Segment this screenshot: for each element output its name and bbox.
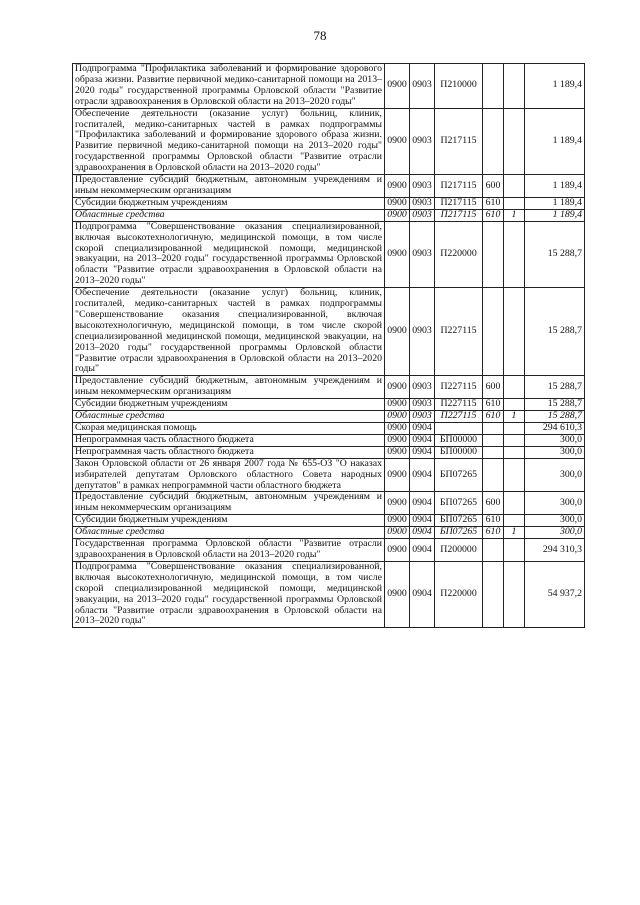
row-funding-source [504, 458, 525, 492]
row-funding-source [504, 423, 525, 435]
row-expense-type: 600 [483, 175, 504, 198]
row-section-code: 0904 [410, 561, 435, 627]
row-description: Государственная программа Орловской области "Развитие отрасли здравоохранения в Орловской области на 2013–2020 годы" [73, 539, 385, 562]
row-description: Областные средства [73, 411, 385, 423]
row-description: Областные средства [73, 209, 385, 221]
row-description: Субсидии бюджетным учреждениям [73, 197, 385, 209]
row-funding-source [504, 434, 525, 446]
row-department-code: 0900 [385, 527, 410, 539]
row-amount: 300,0 [525, 527, 585, 539]
row-expense-type [483, 288, 504, 376]
table-row [73, 527, 585, 539]
row-funding-source [504, 221, 525, 287]
row-department-code: 0900 [385, 175, 410, 198]
row-amount: 294 610,3 [525, 423, 585, 435]
table-row [73, 288, 585, 376]
row-section-code: 0904 [410, 515, 435, 527]
row-funding-source [504, 376, 525, 399]
row-target-article: П227115 [435, 411, 483, 423]
row-description: Подпрограмма "Профилактика заболеваний и формирование здорового образа жизни. Развитие первичной медико-санитарной помощи на 2013–2020 годы" государственной программы Орловской области "Развитие отрасли здравоохранения в Орловской области на 2013–2020 годы" [73, 64, 385, 109]
row-funding-source [504, 561, 525, 627]
row-amount: 15 288,7 [525, 288, 585, 376]
row-description: Непрограммная часть областного бюджета [73, 434, 385, 446]
row-department-code: 0900 [385, 561, 410, 627]
row-target-article: П217115 [435, 175, 483, 198]
row-target-article: П220000 [435, 561, 483, 627]
row-amount: 15 288,7 [525, 376, 585, 399]
row-description: Областные средства [73, 527, 385, 539]
row-expense-type: 610 [483, 515, 504, 527]
row-funding-source [504, 399, 525, 411]
table-row [73, 434, 585, 446]
row-funding-source: 1 [504, 209, 525, 221]
row-description: Субсидии бюджетным учреждениям [73, 399, 385, 411]
row-amount: 300,0 [525, 458, 585, 492]
row-department-code: 0900 [385, 446, 410, 458]
row-funding-source: 1 [504, 527, 525, 539]
row-target-article: П200000 [435, 539, 483, 562]
row-amount: 1 189,4 [525, 64, 585, 109]
row-expense-type [483, 108, 504, 174]
row-expense-type [483, 221, 504, 287]
row-expense-type [483, 434, 504, 446]
page-number: 78 [313, 28, 327, 43]
row-expense-type: 610 [483, 399, 504, 411]
row-description: Подпрограмма "Совершенствование оказания специализированной, включая высокотехнологичную, медицинской помощи, в том числе скорой специализированной медицинской помощи, медицинской эвакуации, на 2013–2020 годы" государственной программы Орловской области "Развитие отрасли здравоохранения в Орловской области на 2013–2020 годы" [73, 221, 385, 287]
table-row [73, 221, 585, 287]
row-target-article: П217115 [435, 209, 483, 221]
table-row [73, 492, 585, 515]
row-description: Закон Орловской области от 26 января 2007 года № 655-ОЗ "О наказах избирателей депутатам Орловского областного Совета народных депутатов" в рамках непрограммной части областного бюджета [73, 458, 385, 492]
row-department-code: 0900 [385, 539, 410, 562]
row-department-code: 0900 [385, 423, 410, 435]
row-target-article: П227115 [435, 376, 483, 399]
row-section-code: 0903 [410, 64, 435, 109]
row-department-code: 0900 [385, 434, 410, 446]
row-target-article: П227115 [435, 399, 483, 411]
row-expense-type: 610 [483, 197, 504, 209]
row-department-code: 0900 [385, 221, 410, 287]
row-funding-source [504, 288, 525, 376]
row-department-code: 0900 [385, 376, 410, 399]
row-target-article: БП07265 [435, 527, 483, 539]
row-section-code: 0904 [410, 539, 435, 562]
table-row [73, 561, 585, 627]
row-expense-type: 600 [483, 376, 504, 399]
row-target-article: П217115 [435, 197, 483, 209]
table-row [73, 197, 585, 209]
row-target-article: БП00000 [435, 446, 483, 458]
row-funding-source [504, 175, 525, 198]
row-amount: 300,0 [525, 492, 585, 515]
row-description: Предоставление субсидий бюджетным, автономным учреждениям и иным некоммерческим организациям [73, 376, 385, 399]
row-section-code: 0903 [410, 399, 435, 411]
row-department-code: 0900 [385, 288, 410, 376]
row-funding-source [504, 446, 525, 458]
row-expense-type [483, 423, 504, 435]
row-expense-type [483, 561, 504, 627]
row-department-code: 0900 [385, 209, 410, 221]
table-row [73, 376, 585, 399]
row-amount: 1 189,4 [525, 108, 585, 174]
row-amount: 1 189,4 [525, 175, 585, 198]
table-row [73, 209, 585, 221]
row-target-article: БП07265 [435, 492, 483, 515]
row-section-code: 0903 [410, 175, 435, 198]
row-department-code: 0900 [385, 411, 410, 423]
row-amount: 294 310,3 [525, 539, 585, 562]
table-row [73, 515, 585, 527]
row-target-article: БП07265 [435, 515, 483, 527]
table-row [73, 458, 585, 492]
row-amount: 15 288,7 [525, 221, 585, 287]
table-row [73, 175, 585, 198]
row-funding-source [504, 515, 525, 527]
row-target-article: БП07265 [435, 458, 483, 492]
row-expense-type: 610 [483, 209, 504, 221]
row-amount: 300,0 [525, 515, 585, 527]
row-target-article: БП00000 [435, 434, 483, 446]
row-funding-source [504, 197, 525, 209]
row-section-code: 0903 [410, 288, 435, 376]
table-row [73, 423, 585, 435]
row-expense-type [483, 458, 504, 492]
row-description: Подпрограмма "Совершенствование оказания специализированной, включая высокотехнологичную, медицинской помощи, в том числе скорой специализированной медицинской помощи, медицинской эвакуации, на 2013–2020 годы" государственной программы Орловской области "Развитие отрасли здравоохранения в Орловской области на 2013–2020 годы" [73, 561, 385, 627]
row-section-code: 0903 [410, 221, 435, 287]
row-description: Предоставление субсидий бюджетным, автономным учреждениям и иным некоммерческим организациям [73, 175, 385, 198]
row-amount: 54 937,2 [525, 561, 585, 627]
table-row [73, 446, 585, 458]
row-target-article [435, 423, 483, 435]
row-department-code: 0900 [385, 197, 410, 209]
row-department-code: 0900 [385, 515, 410, 527]
row-description: Субсидии бюджетным учреждениям [73, 515, 385, 527]
row-section-code: 0903 [410, 376, 435, 399]
row-funding-source [504, 64, 525, 109]
row-description: Обеспечение деятельности (оказание услуг) больниц, клиник, госпиталей, медико-санитарных частей в рамках подпрограммы "Профилактика заболеваний и формирование здорового образа жизни. Развитие первичной медико-санитарной помощи на 2013–2020 годы" государственной программы Орловской области "Развитие отрасли здравоохранения в Орловской области на 2013–2020 годы" [73, 108, 385, 174]
row-target-article: П217115 [435, 108, 483, 174]
row-section-code: 0904 [410, 492, 435, 515]
row-section-code: 0903 [410, 197, 435, 209]
row-section-code: 0904 [410, 446, 435, 458]
budget-table [72, 63, 585, 628]
row-amount: 15 288,7 [525, 399, 585, 411]
row-amount: 300,0 [525, 446, 585, 458]
row-department-code: 0900 [385, 64, 410, 109]
row-target-article: П210000 [435, 64, 483, 109]
row-section-code: 0903 [410, 209, 435, 221]
row-section-code: 0904 [410, 423, 435, 435]
row-expense-type: 610 [483, 411, 504, 423]
row-funding-source [504, 108, 525, 174]
row-department-code: 0900 [385, 492, 410, 515]
row-description: Скорая медицинская помощь [73, 423, 385, 435]
row-funding-source: 1 [504, 411, 525, 423]
row-expense-type [483, 64, 504, 109]
row-expense-type [483, 446, 504, 458]
row-amount: 1 189,4 [525, 197, 585, 209]
row-description: Непрограммная часть областного бюджета [73, 446, 385, 458]
row-expense-type: 600 [483, 492, 504, 515]
table-row [73, 108, 585, 174]
row-target-article: П220000 [435, 221, 483, 287]
row-expense-type [483, 539, 504, 562]
row-description: Обеспечение деятельности (оказание услуг) больниц, клиник, госпиталей, медико-санитарных частей в рамках подпрограммы "Совершенствование оказания специализированной, включая высокотехнологичную, медицинской помощи, в том числе скорой специализированной медицинской помощи, медицинской эвакуации, на 2013–2020 годы" государственной программы Орловской области "Развитие отрасли здравоохранения в Орловской области на 2013–2020 годы" [73, 288, 385, 376]
row-section-code: 0903 [410, 108, 435, 174]
row-amount: 1 189,4 [525, 209, 585, 221]
row-expense-type: 610 [483, 527, 504, 539]
row-department-code: 0900 [385, 458, 410, 492]
row-section-code: 0904 [410, 527, 435, 539]
row-description: Предоставление субсидий бюджетным, автономным учреждениям и иным некоммерческим организациям [73, 492, 385, 515]
row-funding-source [504, 492, 525, 515]
row-amount: 15 288,7 [525, 411, 585, 423]
row-section-code: 0903 [410, 411, 435, 423]
row-section-code: 0904 [410, 434, 435, 446]
row-department-code: 0900 [385, 108, 410, 174]
row-amount: 300,0 [525, 434, 585, 446]
row-section-code: 0904 [410, 458, 435, 492]
row-target-article: П227115 [435, 288, 483, 376]
row-department-code: 0900 [385, 399, 410, 411]
table-row [73, 399, 585, 411]
table-row [73, 64, 585, 109]
row-funding-source [504, 539, 525, 562]
table-row [73, 539, 585, 562]
table-row [73, 411, 585, 423]
